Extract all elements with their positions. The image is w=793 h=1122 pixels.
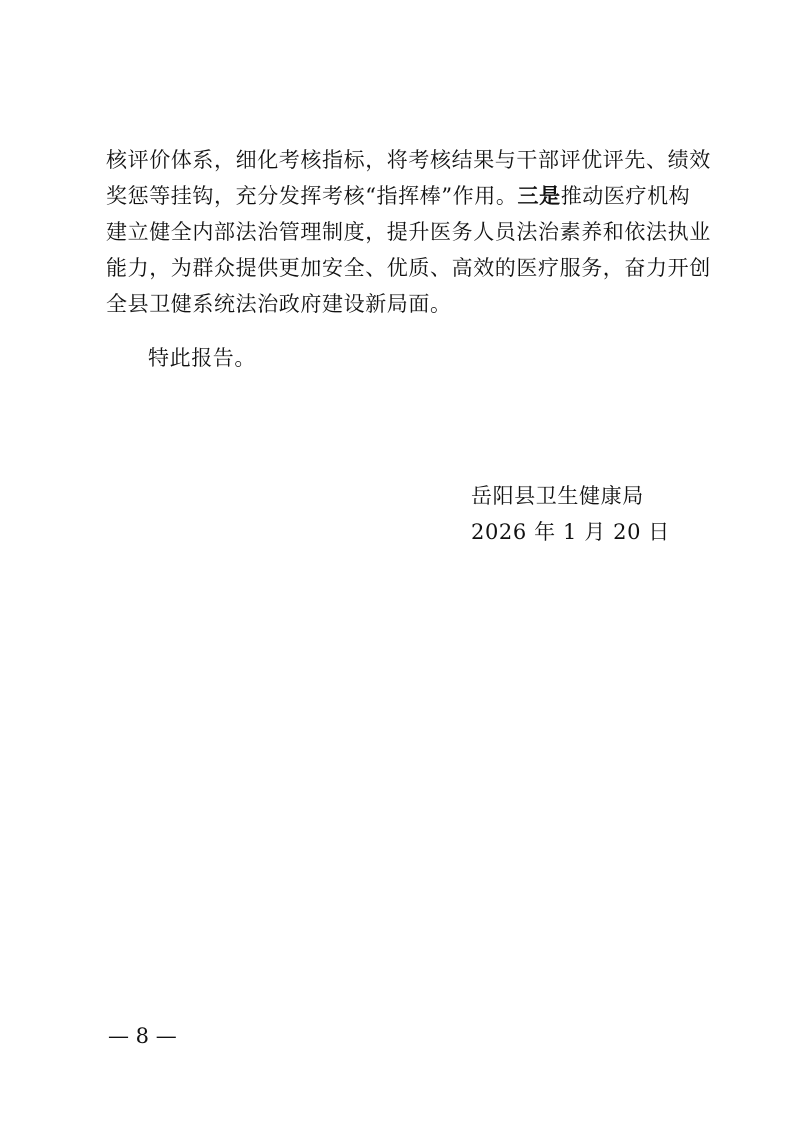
report-paragraph <box>106 142 711 322</box>
paragraph-line: 核评价体系，细化考核指标，将考核结果与干部评优评先、绩效 <box>106 148 711 172</box>
paragraph-line: 全县卫健系统法治政府建设新局面。 <box>106 292 452 316</box>
paragraph-line-mixed <box>106 178 691 214</box>
issue-date: 2026 年 1 月 20 日 <box>471 520 670 544</box>
emphasis-third-point: 三是 <box>517 183 561 208</box>
paragraph-line: 能力，为群众提供更加安全、优质、高效的医疗服务，奋力开创 <box>106 256 711 280</box>
issuing-organization: 岳阳县卫生健康局 <box>471 484 644 508</box>
closing-remark: 特此报告。 <box>148 346 256 370</box>
paragraph-line: 建立健全内部法治管理制度，提升医务人员法治素养和依法执业 <box>106 220 711 244</box>
signature-block <box>471 478 670 550</box>
paragraph-text: 奖惩等挂钩，充分发挥考核“指挥棒”作用。 <box>106 184 518 208</box>
paragraph-text: 推动医疗机构 <box>560 184 691 208</box>
page-number: — 8 — <box>108 1024 177 1048</box>
